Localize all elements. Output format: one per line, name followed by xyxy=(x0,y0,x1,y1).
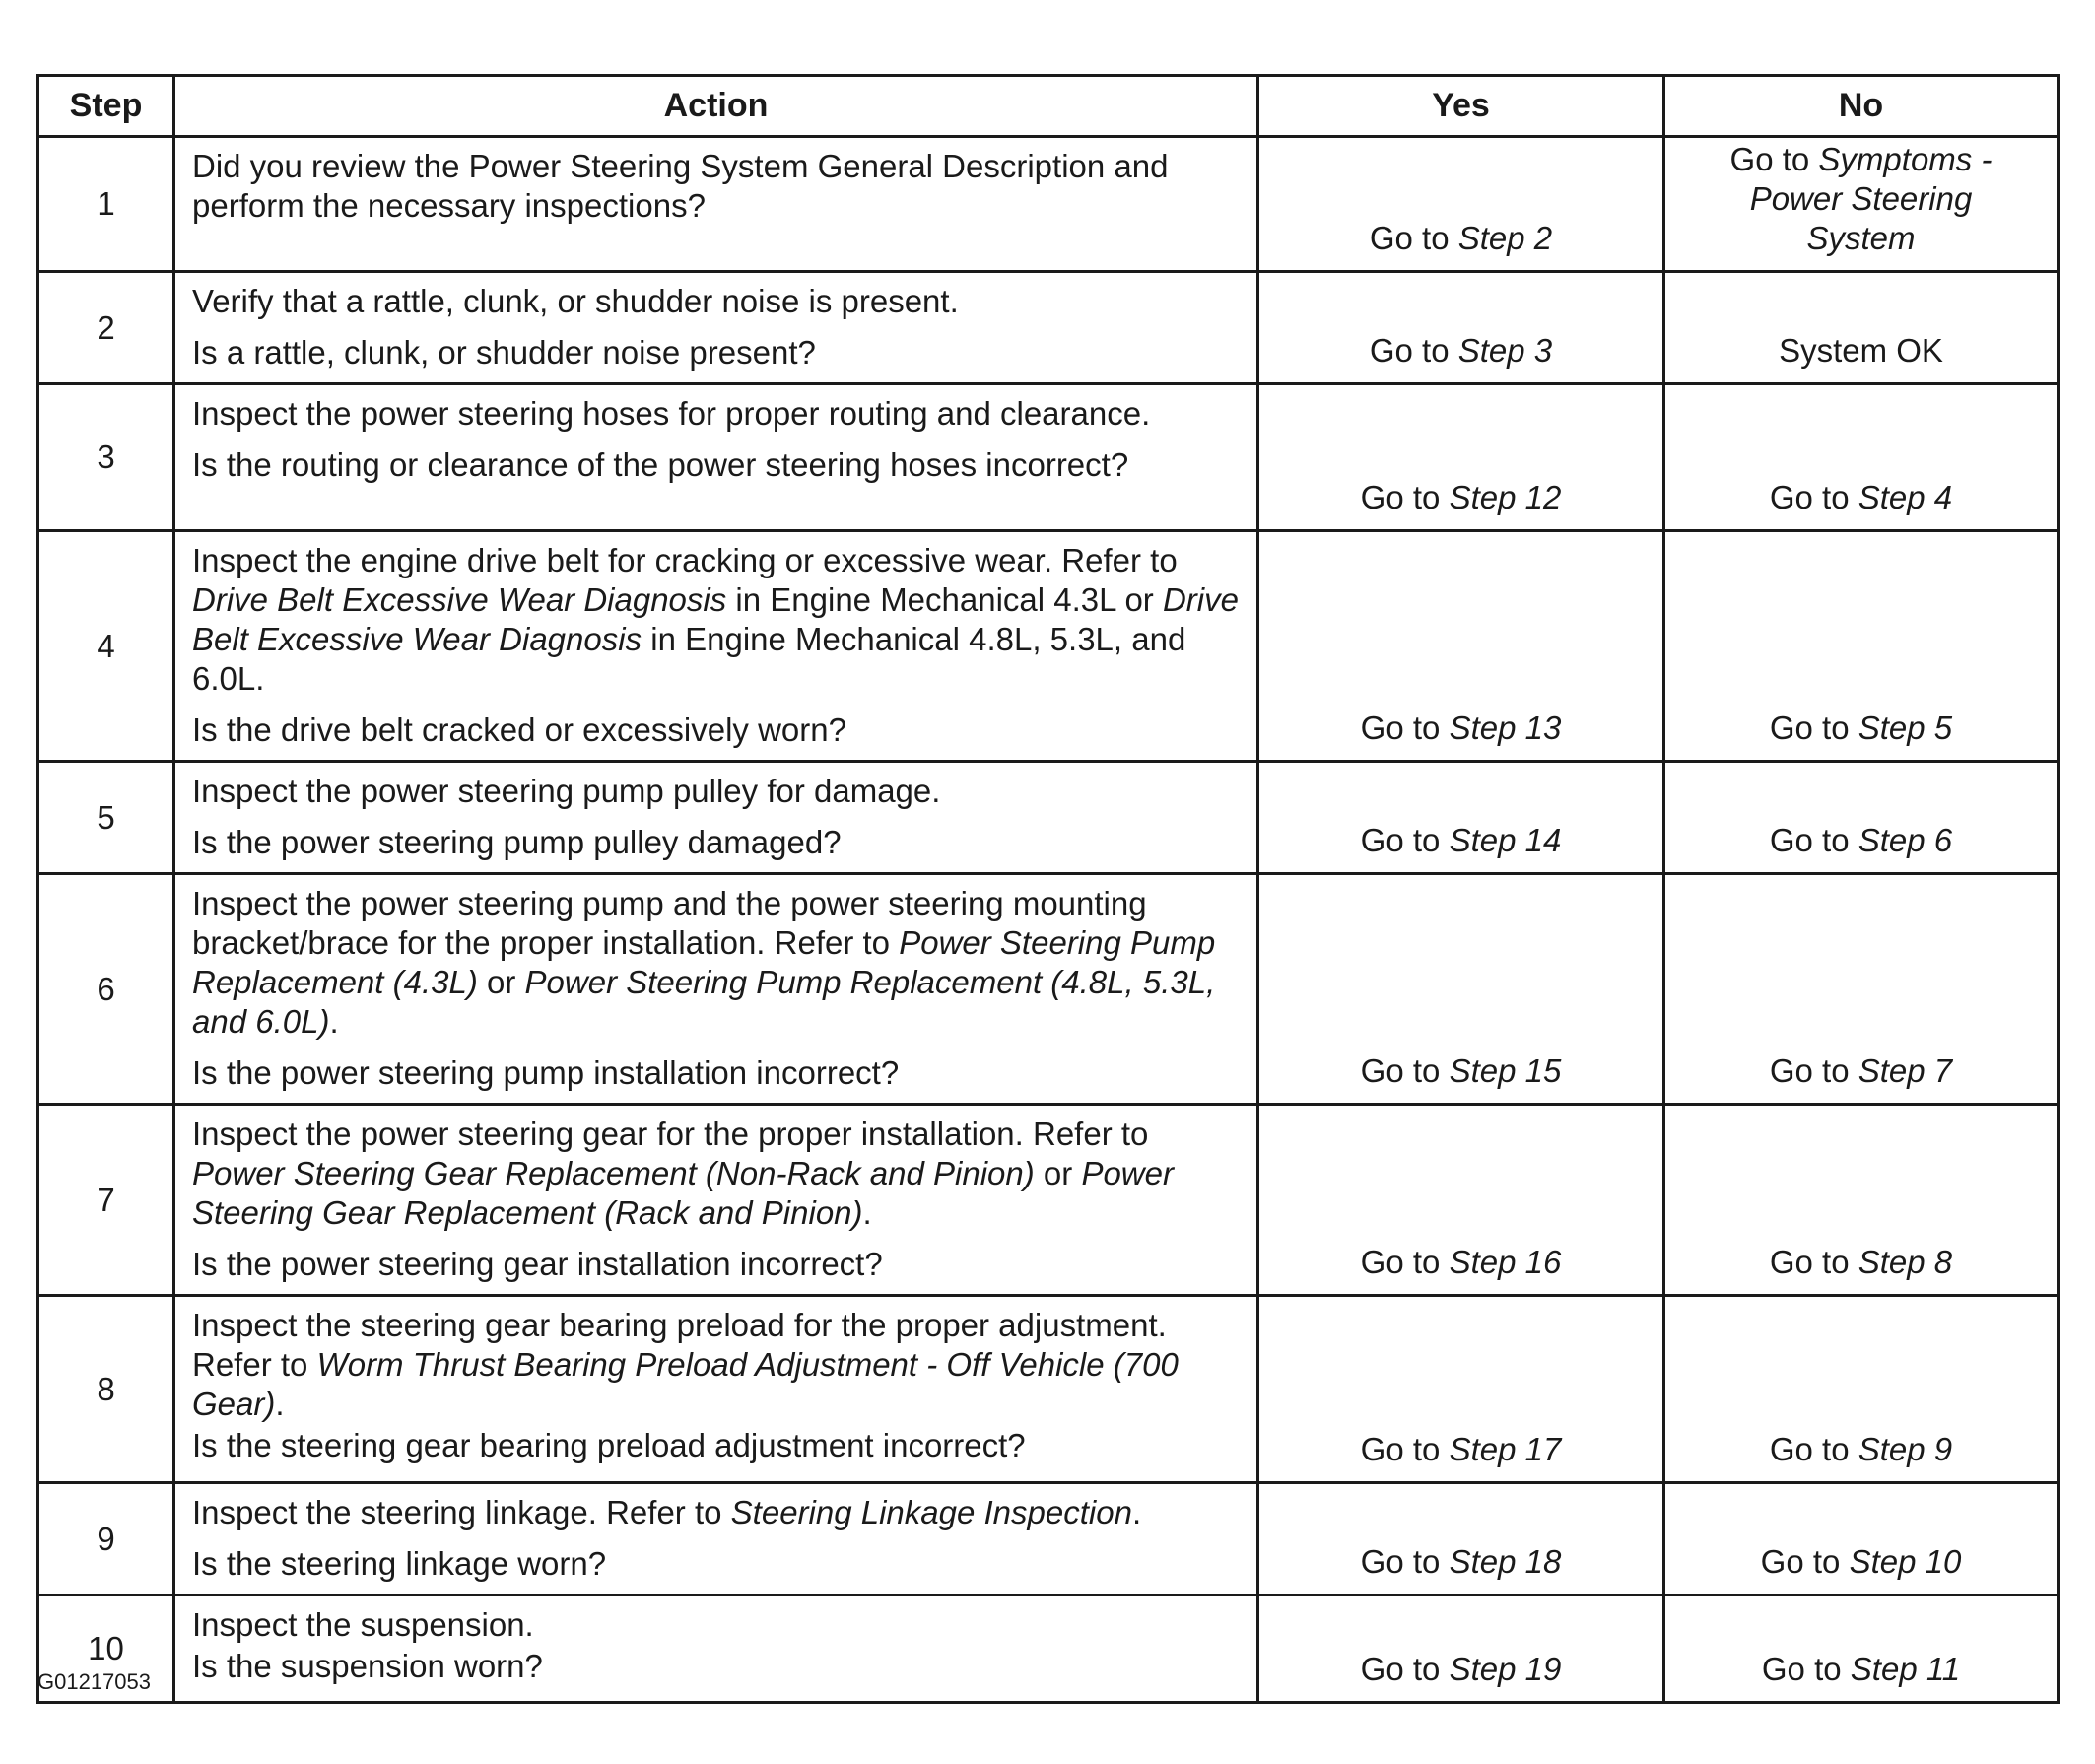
action-text: Inspect the suspension. xyxy=(192,1606,534,1643)
result-text: Go to xyxy=(1729,141,1819,177)
step-reference: Step 8 xyxy=(1858,1244,1953,1280)
no-result xyxy=(1664,137,2059,272)
result-text: Go to xyxy=(1760,1543,1850,1580)
action-text: Is the steering gear bearing preload adjustment incorrect? xyxy=(192,1427,1026,1463)
yes-result-text xyxy=(1361,1542,1562,1582)
yes-result xyxy=(1258,874,1664,1105)
yes-result-text xyxy=(1361,1430,1562,1469)
no-result-text xyxy=(1762,1650,1960,1689)
yes-result-text xyxy=(1361,1052,1562,1091)
step-number: 5 xyxy=(38,762,174,874)
result-text: Go to xyxy=(1369,220,1458,256)
step-number: 3 xyxy=(38,384,174,531)
action-text: Is the steering linkage worn? xyxy=(192,1545,607,1582)
action-text: Is the drive belt cracked or excessively worn? xyxy=(192,712,846,748)
header-no: No xyxy=(1664,76,2059,137)
yes-result-text xyxy=(1361,821,1562,860)
reference-link-text: Power Steering Gear Replacement (Rack and Pinion) xyxy=(192,1155,1174,1231)
result-text: Go to xyxy=(1360,1651,1450,1687)
action-text: Is the power steering pump pulley damaged? xyxy=(192,824,842,860)
step-reference: Step 9 xyxy=(1858,1431,1953,1467)
action-question xyxy=(192,711,1245,750)
action-text: Verify that a rattle, clunk, or shudder noise is present. xyxy=(192,283,959,319)
no-result xyxy=(1664,874,2059,1105)
action-instruction xyxy=(192,541,1245,699)
step-reference: Step 4 xyxy=(1858,479,1953,515)
reference-link-text: Drive Belt Excessive Wear Diagnosis xyxy=(192,581,727,618)
table-row xyxy=(38,762,2059,874)
yes-result xyxy=(1258,1483,1664,1595)
action-text: . xyxy=(862,1194,872,1231)
action-text: Inspect the engine drive belt for cracking or excessive wear. Refer to xyxy=(192,542,1178,578)
action-instruction xyxy=(192,1306,1245,1424)
result-text: Go to xyxy=(1769,710,1858,746)
action-instruction xyxy=(192,884,1245,1042)
step-reference: Step 10 xyxy=(1849,1543,1962,1580)
step-number: 10 xyxy=(38,1595,174,1703)
result-text: Go to xyxy=(1769,1052,1858,1089)
yes-result xyxy=(1258,1296,1664,1483)
result-text: Go to xyxy=(1360,822,1450,858)
step-reference: Step 5 xyxy=(1858,710,1953,746)
yes-result xyxy=(1258,1595,1664,1703)
result-text: Go to xyxy=(1360,1052,1450,1089)
result-text: Go to xyxy=(1360,1244,1450,1280)
action-cell xyxy=(174,1483,1258,1595)
result-text: Go to xyxy=(1369,332,1458,369)
table-row xyxy=(38,1595,2059,1703)
action-text: Inspect the power steering hoses for proper routing and clearance. xyxy=(192,395,1151,432)
yes-result xyxy=(1258,272,1664,384)
header-action: Action xyxy=(174,76,1258,137)
action-instruction xyxy=(192,282,1245,321)
result-text: Go to xyxy=(1360,479,1450,515)
step-reference: Step 17 xyxy=(1449,1431,1562,1467)
step-reference: Step 11 xyxy=(1850,1651,1961,1687)
action-cell xyxy=(174,1296,1258,1483)
yes-result-text xyxy=(1361,709,1562,748)
action-cell xyxy=(174,762,1258,874)
reference-link-text: Drive Belt Excessive Wear Diagnosis xyxy=(192,581,1239,657)
step-reference: Step 7 xyxy=(1858,1052,1953,1089)
step-reference: Step 19 xyxy=(1449,1651,1562,1687)
action-text: Inspect the power steering pump pulley for damage. xyxy=(192,773,941,809)
action-text: Is the suspension worn? xyxy=(192,1648,543,1684)
step-reference: Step 16 xyxy=(1449,1244,1562,1280)
action-text: in Engine Mechanical 4.3L or xyxy=(726,581,1163,618)
result-text: Go to xyxy=(1360,1431,1450,1467)
action-question xyxy=(192,1647,1245,1686)
step-reference: Symptoms - Power Steering System xyxy=(1749,141,1993,256)
no-result-text xyxy=(1770,1243,1952,1282)
result-text: Go to xyxy=(1360,710,1450,746)
result-text: Go to xyxy=(1769,1244,1858,1280)
step-number: 7 xyxy=(38,1105,174,1296)
action-text: Is the routing or clearance of the power steering hoses incorrect? xyxy=(192,446,1129,483)
action-instruction xyxy=(192,147,1245,226)
no-result xyxy=(1664,762,2059,874)
no-result xyxy=(1664,1595,2059,1703)
step-reference: Step 12 xyxy=(1449,479,1562,515)
action-text: . xyxy=(275,1386,285,1422)
action-cell xyxy=(174,1105,1258,1296)
no-result xyxy=(1664,1296,2059,1483)
action-instruction xyxy=(192,772,1245,811)
reference-link-text: Power Steering Gear Replacement (Non-Rack and Pinion) xyxy=(192,1155,1035,1191)
table-row xyxy=(38,1296,2059,1483)
step-number: 1 xyxy=(38,137,174,272)
diagnostic-table xyxy=(36,74,2060,1704)
step-number: 8 xyxy=(38,1296,174,1483)
step-reference: Step 2 xyxy=(1457,220,1553,256)
action-cell xyxy=(174,531,1258,762)
step-number: 2 xyxy=(38,272,174,384)
table-row xyxy=(38,384,2059,531)
yes-result xyxy=(1258,531,1664,762)
action-text: or xyxy=(477,964,525,1000)
action-text: . xyxy=(329,1003,339,1040)
header-row xyxy=(38,76,2059,137)
action-cell xyxy=(174,1595,1258,1703)
action-text: . xyxy=(1131,1494,1142,1530)
action-question xyxy=(192,823,1245,862)
reference-link-text: Power Steering Pump Replacement (4.3L) xyxy=(192,924,1216,1000)
header-step: Step xyxy=(38,76,174,137)
no-result-text xyxy=(1770,821,1952,860)
action-text: in Engine Mechanical 4.8L, 5.3L, and 6.0L. xyxy=(192,621,1186,697)
no-result xyxy=(1664,1105,2059,1296)
step-reference: Step 14 xyxy=(1449,822,1562,858)
yes-result-text xyxy=(1370,219,1552,258)
no-result xyxy=(1664,272,2059,384)
yes-result xyxy=(1258,1105,1664,1296)
action-question xyxy=(192,333,1245,373)
action-instruction xyxy=(192,394,1245,434)
step-reference: Step 18 xyxy=(1449,1543,1562,1580)
figure-id: G01217053 xyxy=(37,1669,151,1694)
no-result-text xyxy=(1714,140,2009,258)
reference-link-text: Power Steering Pump Replacement (4.8L, 5.3L, and 6.0L) xyxy=(192,964,1216,1040)
no-result-text xyxy=(1770,478,1952,517)
action-cell xyxy=(174,384,1258,531)
header-yes: Yes xyxy=(1258,76,1664,137)
action-text: Inspect the steering gear bearing preload for the proper adjustment. Refer to xyxy=(192,1307,1167,1383)
result-text: Go to xyxy=(1769,479,1858,515)
action-instruction xyxy=(192,1115,1245,1233)
action-cell xyxy=(174,874,1258,1105)
table-row xyxy=(38,531,2059,762)
result-text: Go to xyxy=(1360,1543,1450,1580)
no-result-text xyxy=(1770,709,1952,748)
yes-result-text xyxy=(1370,331,1552,371)
action-text: Inspect the steering linkage. Refer to xyxy=(192,1494,731,1530)
action-instruction xyxy=(192,1605,1245,1645)
action-instruction xyxy=(192,1493,1245,1532)
step-number: 6 xyxy=(38,874,174,1105)
yes-result-text xyxy=(1361,478,1562,517)
action-cell xyxy=(174,272,1258,384)
action-text: Is the power steering gear installation incorrect? xyxy=(192,1246,883,1282)
reference-link-text: Worm Thrust Bearing Preload Adjustment - Off Vehicle (700 Gear) xyxy=(192,1346,1179,1422)
action-text: Did you review the Power Steering System General Description and perform the necessary inspections? xyxy=(192,148,1169,224)
reference-link-text: Steering Linkage Inspection xyxy=(730,1494,1132,1530)
table-row xyxy=(38,1483,2059,1595)
result-text: Go to xyxy=(1769,1431,1858,1467)
action-text: Inspect the power steering gear for the proper installation. Refer to xyxy=(192,1116,1149,1152)
yes-result xyxy=(1258,137,1664,272)
action-question xyxy=(192,1053,1245,1093)
action-question xyxy=(192,1426,1245,1465)
no-result-text xyxy=(1779,331,1943,371)
table-body xyxy=(38,137,2059,1703)
yes-result-text xyxy=(1361,1243,1562,1282)
result-text: Go to xyxy=(1769,822,1858,858)
action-text: Is a rattle, clunk, or shudder noise present? xyxy=(192,334,816,371)
step-reference: Step 15 xyxy=(1449,1052,1562,1089)
action-question xyxy=(192,445,1245,485)
action-text: or xyxy=(1034,1155,1082,1191)
step-reference: Step 13 xyxy=(1449,710,1562,746)
step-reference: Step 6 xyxy=(1858,822,1953,858)
step-number: 4 xyxy=(38,531,174,762)
step-reference: Step 3 xyxy=(1457,332,1553,369)
action-cell xyxy=(174,137,1258,272)
action-text: Inspect the power steering pump and the power steering mounting bracket/brace for the proper installation. Refer to xyxy=(192,885,1147,961)
no-result xyxy=(1664,384,2059,531)
action-text: Is the power steering pump installation incorrect? xyxy=(192,1054,900,1091)
table-row xyxy=(38,272,2059,384)
result-text: System OK xyxy=(1779,332,1943,369)
table-row xyxy=(38,874,2059,1105)
action-question xyxy=(192,1544,1245,1584)
no-result xyxy=(1664,531,2059,762)
step-number: 9 xyxy=(38,1483,174,1595)
yes-result-text xyxy=(1361,1650,1562,1689)
action-question xyxy=(192,1245,1245,1284)
no-result-text xyxy=(1761,1542,1962,1582)
no-result xyxy=(1664,1483,2059,1595)
yes-result xyxy=(1258,762,1664,874)
result-text: Go to xyxy=(1761,1651,1851,1687)
table-row xyxy=(38,1105,2059,1296)
yes-result xyxy=(1258,384,1664,531)
table-row xyxy=(38,137,2059,272)
no-result-text xyxy=(1770,1430,1952,1469)
no-result-text xyxy=(1770,1052,1952,1091)
